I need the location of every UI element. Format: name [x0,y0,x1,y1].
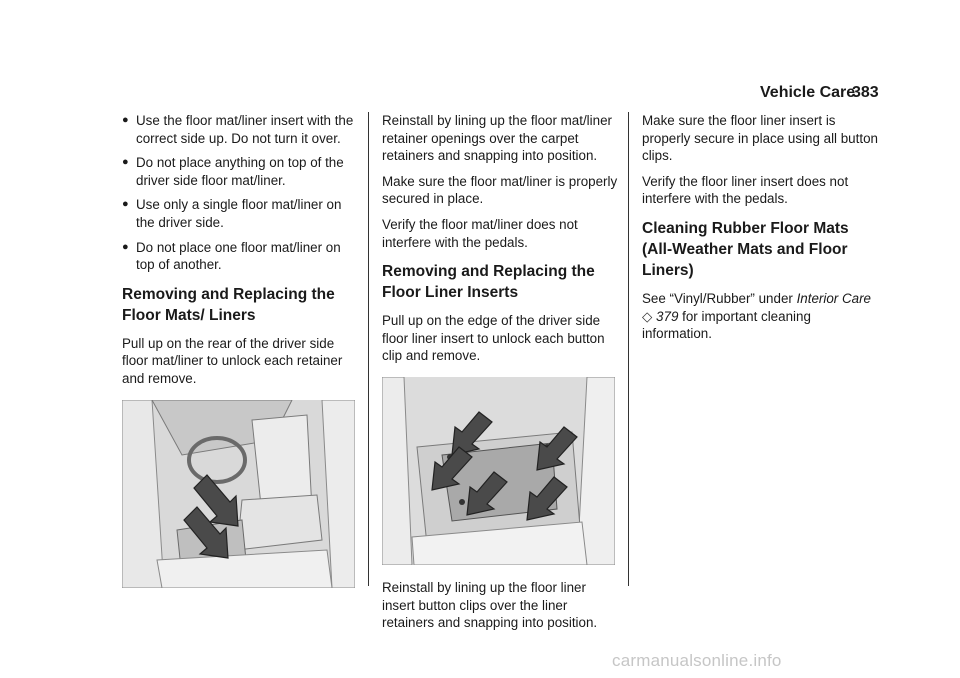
header-title: Vehicle Care [760,84,856,101]
list-item [122,196,358,231]
floor-mat-illustration [122,400,355,588]
paragraph-see-reference [642,290,882,343]
page-number: 383 [852,84,879,101]
paragraph: Reinstall by lining up the floor liner insert button clips over the liner retainers and snapping into position. [382,579,598,631]
floor-liner-insert-illustration [382,377,615,565]
list-item-text: Do not place anything on top of the driver side floor mat/liner. [136,155,344,188]
bullet-list [122,112,358,274]
list-item [122,239,358,274]
list-item [122,112,358,147]
bullet-icon: ● [122,114,129,126]
paragraph: Verify the floor mat/liner does not interfere with the pedals. [382,216,578,250]
list-item-text: Use the floor mat/liner insert with the correct side up. Do not turn it over. [136,113,354,146]
list-item-text: Do not place one floor mat/liner on top of another. [136,239,341,273]
interior-care-link[interactable]: Interior Care [796,290,871,306]
see-suffix: for important cleaning information. [642,308,811,342]
paragraph: Verify the floor liner insert does not interfere with the pedals. [642,173,849,207]
section-heading-floor-liner-inserts: Removing and Replacing the Floor Liner Inserts [382,263,595,302]
bullet-icon: ● [122,198,129,211]
paragraph: Reinstall by lining up the floor mat/liner retainer openings over the carpet retainers and snapping into position. [382,113,612,164]
list-item [122,154,358,189]
paragraph: Pull up on the rear of the driver side floor mat/liner to unlock each retainer and remove. [122,335,343,386]
column-divider [628,112,629,586]
paragraph: Make sure the floor mat/liner is properly secured in place. [382,173,618,207]
see-prefix: See “Vinyl/Rubber” under [642,290,797,306]
column-divider [368,112,369,586]
column-3 [642,112,882,351]
page-reference-icon: ◇ [642,308,653,324]
list-item-text: Use only a single floor mat/liner on the driver side. [136,197,342,230]
section-heading-cleaning-rubber-mats: Cleaning Rubber Floor Mats (All-Weather Mats and Floor Liners) [642,219,849,279]
section-heading-floor-mats: Removing and Replacing the Floor Mats/ Liners [122,285,335,324]
paragraph: Make sure the floor liner insert is properly secure in place using all button clips. [642,113,878,164]
column-2 [382,112,618,640]
bullet-icon: ● [122,156,129,169]
page-reference-number[interactable]: 379 [656,308,679,324]
paragraph: Pull up on the edge of the driver side floor liner insert to unlock each button clip and remove. [382,313,605,364]
bullet-icon: ● [122,240,129,253]
watermark: carmanualsonline.info [612,651,782,670]
column-1 [122,112,358,602]
